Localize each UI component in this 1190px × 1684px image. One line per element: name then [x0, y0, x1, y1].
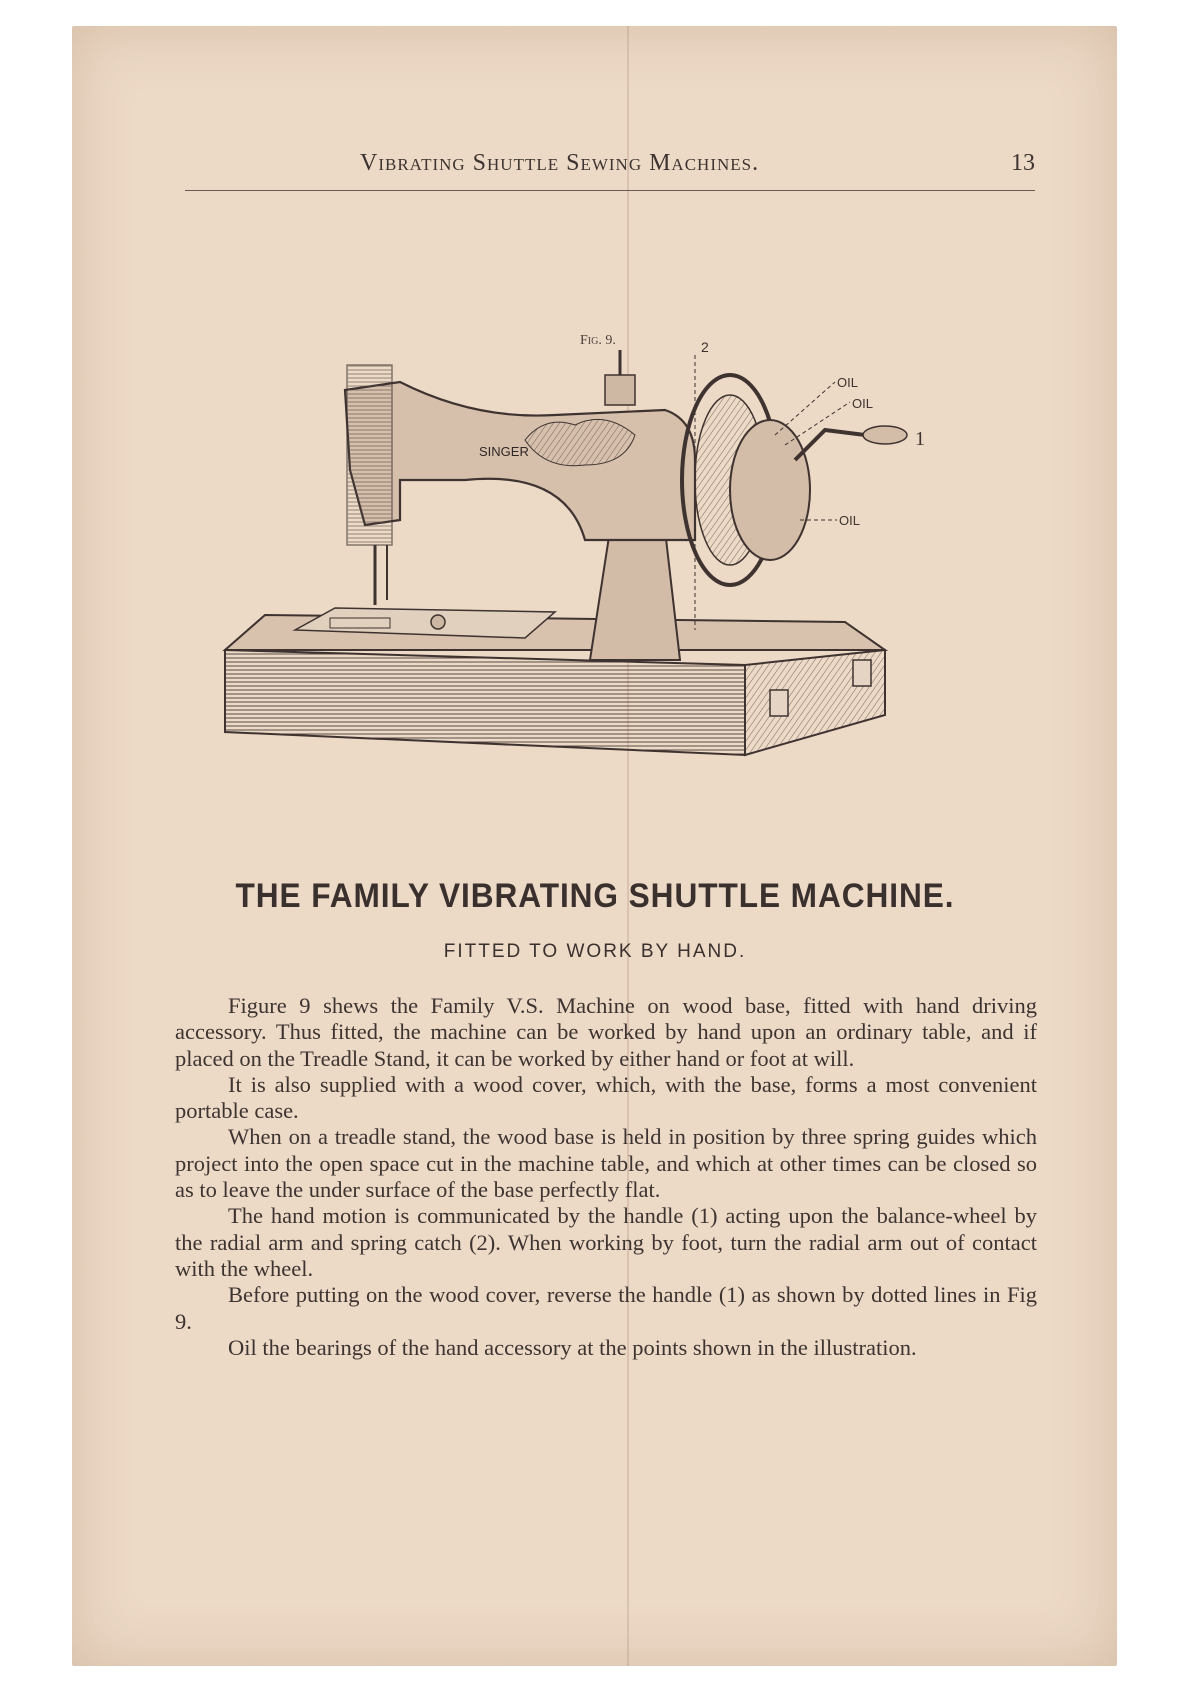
figure-label: Fig. 9.: [580, 333, 616, 348]
machine-pillar: [590, 530, 680, 660]
article-body: [175, 993, 1037, 1361]
article-title: THE FAMILY VIBRATING SHUTTLE MACHINE.: [235, 877, 955, 915]
paragraph-1: Figure 9 shews the Family V.S. Machine on wood base, fitted with hand driving accessory. Thus fitted, the machine can be worked by hand upon an ordinary table, and if placed on the Treadle Stand, it can be worked by either hand or foot at will.: [175, 993, 1037, 1071]
article-subtitle: FITTED TO WORK BY HAND.: [443, 941, 747, 962]
paper-page: [72, 26, 1117, 1666]
paragraph-4: The hand motion is communicated by the handle (1) acting upon the balance-wheel by the radial arm and spring catch (2). When working by foot, turn the radial arm out of contact with the wheel.: [175, 1203, 1037, 1281]
paragraph-6: Oil the bearings of the hand accessory at the points shown in the illustration.: [228, 1334, 917, 1360]
oil-label-3: OIL: [839, 513, 860, 528]
paragraph-2: It is also supplied with a wood cover, which, with the base, forms a most convenient portable case.: [175, 1071, 1037, 1124]
oil-label-2: OIL: [852, 396, 873, 411]
callout-1: 1: [915, 428, 925, 450]
running-header: [185, 146, 1035, 191]
page-number: 13: [1011, 150, 1035, 176]
page-fold-crease: [627, 26, 629, 1666]
wood-base: [225, 615, 885, 755]
running-header-title: Vibrating Shuttle Sewing Machines.: [360, 150, 760, 176]
paragraph-3: When on a treadle stand, the wood base is held in position by three spring guides which project into the open space cut in the machine table, and which at other times can be closed so as to leave the under surface of the base perfectly flat.: [175, 1124, 1037, 1203]
callout-2: 2: [701, 339, 709, 355]
needle-bar: [347, 365, 392, 605]
paragraph-5: Before putting on the wood cover, reverse the handle (1) as shown by dotted lines in Fig 9.: [175, 1282, 1037, 1334]
singer-brand-lettering: SINGER: [479, 444, 529, 459]
oil-label-1: OIL: [837, 375, 858, 390]
balance-wheel: [682, 375, 907, 585]
